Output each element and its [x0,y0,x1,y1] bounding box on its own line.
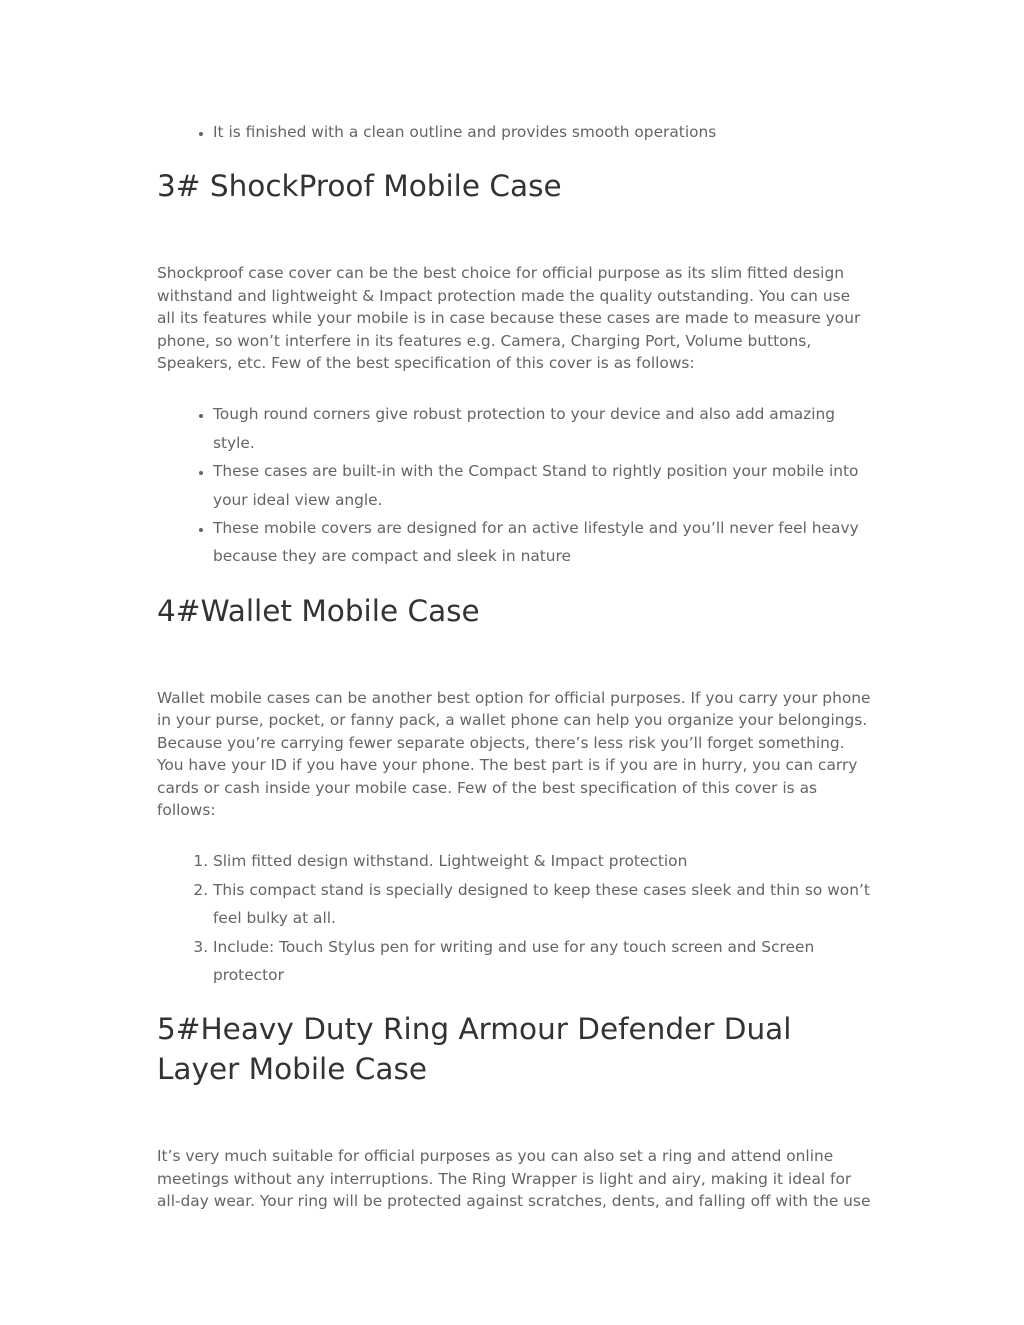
section-paragraph-ring-armour: It’s very much suitable for official purposes as you can also set a ring and attend online meetings without any interruptions. The Ring Wrapper is light and airy, making it ideal for all-day wear. Your ring will be protected against scratches, dents, and falling off with the use [157,1147,871,1211]
wallet-numbered-list [157,847,872,989]
list-item: 2. This compact stand is specially designed to keep these cases sleek and thin so won’t feel bulky at all. [213,876,872,933]
list-item: • It is finished with a clean outline and provides smooth operations [213,118,872,146]
intro-bullet-list [157,118,872,146]
list-item: 3. Include: Touch Stylus pen for writing and use for any touch screen and Screen protector [213,933,872,990]
section-paragraph-shockproof: Shockproof case cover can be the best choice for official purpose as its slim fitted design withstand and lightweight & Impact protection made the quality outstanding. You can use all its features while your mobile is in case because these cases are made to measure your phone, so won’t interfere in its features e.g. Camera, Charging Port, Volume buttons, Speakers, etc. Few of the best specification of this cover is as follows: [157,264,861,373]
list-item: • These mobile covers are designed for an active lifestyle and you’ll never feel heavy because they are compact and sleek in nature [213,514,872,571]
list-item: • Tough round corners give robust protection to your device and also add amazing style. [213,400,872,457]
shockproof-bullet-list [157,400,872,570]
list-item: 1. Slim fitted design withstand. Lightweight & Impact protection [213,847,872,875]
section-heading-wallet: 4#Wallet Mobile Case [157,593,480,628]
document-content [157,118,872,1213]
list-item: • These cases are built-in with the Compact Stand to rightly position your mobile into your ideal view angle. [213,457,872,514]
section-paragraph-wallet: Wallet mobile cases can be another best option for official purposes. If you carry your phone in your purse, pocket, or fanny pack, a wallet phone can help you organize your belongings. Because you’re carrying fewer separate objects, there’s less risk you’ll forget something. You have your ID if you have your phone. The best part is if you are in hurry, you can carry cards or cash inside your mobile case. Few of the best specification of this cover is as follows: [157,688,871,819]
section-heading-shockproof: 3# ShockProof Mobile Case [157,169,562,204]
section-heading-ring-armour: 5#Heavy Duty Ring Armour Defender Dual Layer Mobile Case [157,1012,792,1087]
